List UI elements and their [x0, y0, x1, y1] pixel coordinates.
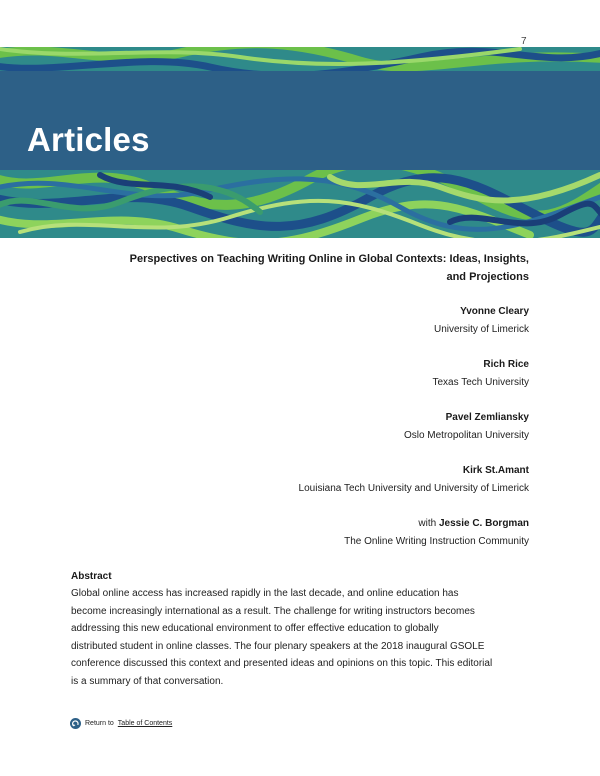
abstract-line: distributed student in online classes. The four plenary speakers at the 2018 inaugural GSOLE [71, 640, 485, 652]
abstract-heading: Abstract [71, 571, 112, 582]
article-title-line: and Projections [446, 271, 529, 283]
abstract-section [71, 568, 531, 691]
author-block [299, 462, 529, 498]
abstract-line: Global online access has increased rapidly in the last decade, and online education has [71, 588, 459, 599]
author-name: Jessie C. Borgman [438, 518, 529, 529]
author-name: Kirk St.Amant [462, 465, 529, 476]
author-affiliation: The Online Writing Instruction Community [344, 536, 529, 547]
author-block [344, 515, 529, 551]
author-name: Rich Rice [483, 359, 529, 370]
author-block [432, 356, 529, 392]
section-title: Articles [27, 121, 150, 158]
author-prefix: with [418, 518, 439, 529]
author-affiliation: Louisiana Tech University and University of Limerick [298, 483, 529, 494]
banner-title-bar [0, 71, 600, 170]
return-arrow-icon[interactable] [70, 718, 81, 729]
author-name: Yvonne Cleary [460, 306, 529, 317]
abstract-line: is a summary of that conversation. [71, 675, 224, 687]
author-affiliation: Oslo Metropolitan University [403, 430, 529, 441]
abstract-line: addressing this new educational environment to offer effective education to globally [71, 623, 439, 635]
abstract-line: become increasingly international as a result. The challenge for writing instructors becomes [71, 605, 475, 617]
author-name: Pavel Zemliansky [445, 412, 529, 423]
author-block [434, 303, 529, 339]
article-title-line: Perspectives on Teaching Writing Online in Global Contexts: Ideas, Insights, [129, 253, 529, 265]
page-number: 7 [521, 36, 527, 47]
return-to-toc[interactable] [70, 718, 172, 729]
article-title [49, 250, 529, 286]
author-affiliation: Texas Tech University [432, 377, 529, 388]
abstract-body [71, 585, 531, 691]
articles-banner [0, 47, 600, 238]
return-text: Return to [85, 720, 114, 727]
author-line [344, 515, 529, 533]
author-affiliation: University of Limerick [433, 324, 529, 335]
table-of-contents-link[interactable]: Table of Contents [117, 720, 173, 727]
abstract-line: conference discussed this context and presented ideas and opinions on this topic. This editorial [71, 658, 493, 670]
author-block [404, 409, 529, 445]
